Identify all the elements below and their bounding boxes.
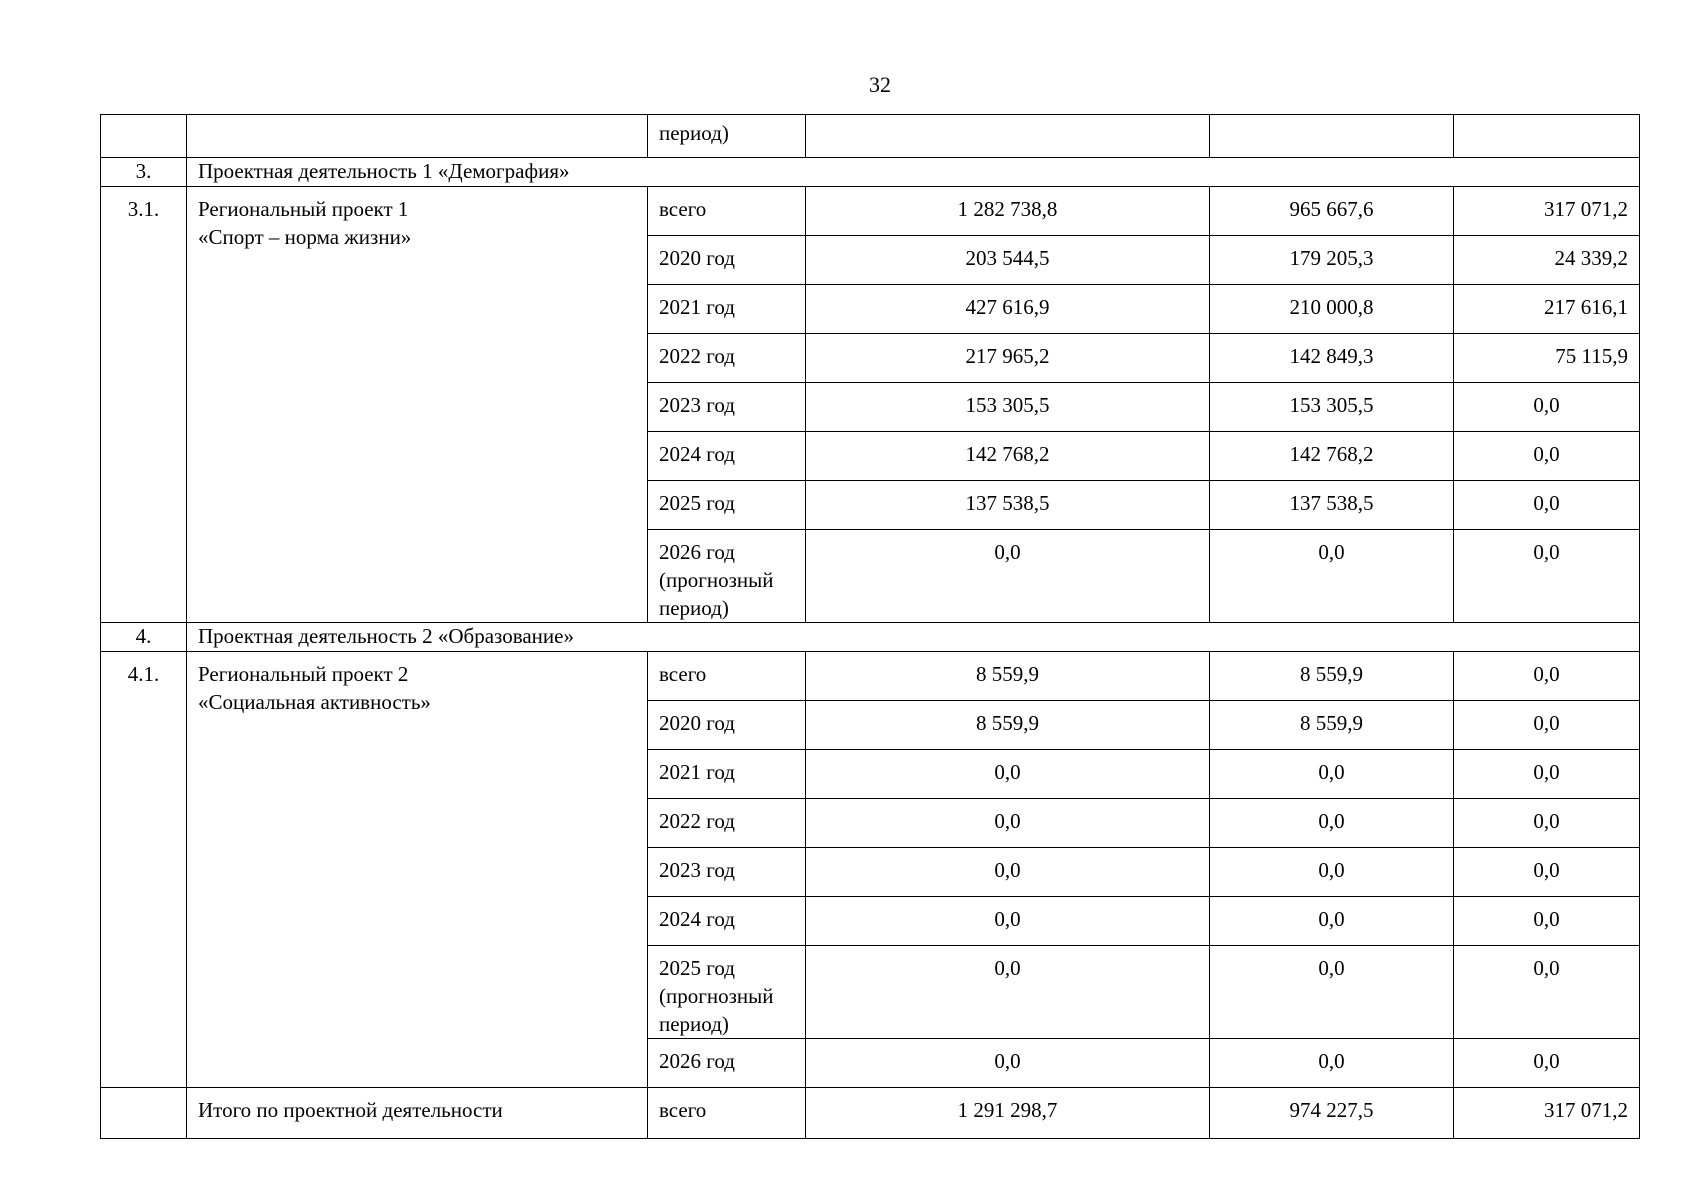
value-cell: 0,0 — [1454, 750, 1640, 799]
project-name — [187, 652, 648, 1088]
value-cell: 0,0 — [1210, 848, 1454, 897]
project-name — [187, 187, 648, 623]
section-title: Проектная деятельность 2 «Образование» — [187, 623, 1640, 652]
period-line: (прогнозный — [659, 568, 774, 592]
value-cell: 217 616,1 — [1454, 285, 1640, 334]
value-cell — [1454, 115, 1640, 158]
value-cell: 8 559,9 — [806, 701, 1210, 750]
period-cell: 2021 год — [648, 750, 806, 799]
table-cell — [101, 1088, 187, 1139]
period-line: 2025 год — [659, 956, 735, 980]
value-cell: 217 965,2 — [806, 334, 1210, 383]
period-line: период) — [659, 1012, 729, 1036]
value-cell: 8 559,9 — [1210, 652, 1454, 701]
table-cell — [101, 115, 187, 158]
value-cell: 8 559,9 — [1210, 701, 1454, 750]
value-cell: 0,0 — [806, 530, 1210, 623]
value-cell: 137 538,5 — [1210, 481, 1454, 530]
value-cell: 427 616,9 — [806, 285, 1210, 334]
period-cell: 2024 год — [648, 897, 806, 946]
value-cell: 965 667,6 — [1210, 187, 1454, 236]
value-cell: 0,0 — [1454, 701, 1640, 750]
period-cell: 2025 год — [648, 481, 806, 530]
value-cell: 8 559,9 — [806, 652, 1210, 701]
period-line: (прогнозный — [659, 984, 774, 1008]
table-cell — [187, 115, 648, 158]
value-cell: 1 282 738,8 — [806, 187, 1210, 236]
budget-table — [100, 114, 1640, 1139]
value-cell: 0,0 — [806, 946, 1210, 1039]
value-cell: 153 305,5 — [806, 383, 1210, 432]
value-cell: 0,0 — [1454, 481, 1640, 530]
total-row — [101, 1088, 1640, 1139]
section-title: Проектная деятельность 1 «Демография» — [187, 158, 1640, 187]
value-cell: 0,0 — [1454, 897, 1640, 946]
value-cell: 0,0 — [1210, 799, 1454, 848]
value-cell: 0,0 — [1454, 1039, 1640, 1088]
project-name-line: «Спорт – норма жизни» — [198, 225, 412, 249]
period-cell: 2022 год — [648, 799, 806, 848]
value-cell: 0,0 — [806, 848, 1210, 897]
period-cell — [648, 530, 806, 623]
period-cell: 2020 год — [648, 701, 806, 750]
period-cell: 2022 год — [648, 334, 806, 383]
value-cell: 1 291 298,7 — [806, 1088, 1210, 1139]
table-row — [101, 652, 1640, 701]
period-line: период) — [659, 596, 729, 620]
value-cell: 179 205,3 — [1210, 236, 1454, 285]
value-cell: 0,0 — [1454, 530, 1640, 623]
value-cell: 0,0 — [806, 897, 1210, 946]
value-cell: 0,0 — [806, 750, 1210, 799]
project-number: 4.1. — [101, 652, 187, 1088]
project-name-line: Региональный проект 1 — [198, 197, 409, 221]
period-cell: 2024 год — [648, 432, 806, 481]
value-cell: 317 071,2 — [1454, 1088, 1640, 1139]
value-cell — [1210, 115, 1454, 158]
value-cell: 0,0 — [1210, 530, 1454, 623]
value-cell: 0,0 — [1210, 750, 1454, 799]
value-cell: 210 000,8 — [1210, 285, 1454, 334]
value-cell: 0,0 — [1210, 897, 1454, 946]
value-cell: 75 115,9 — [1454, 334, 1640, 383]
section-number: 4. — [101, 623, 187, 652]
section-row — [101, 623, 1640, 652]
project-name-line: «Социальная активность» — [198, 690, 431, 714]
period-cell: 2023 год — [648, 383, 806, 432]
section-number: 3. — [101, 158, 187, 187]
value-cell: 0,0 — [1454, 848, 1640, 897]
period-cell: 2023 год — [648, 848, 806, 897]
value-cell: 0,0 — [1454, 432, 1640, 481]
table-row — [101, 187, 1640, 236]
value-cell: 0,0 — [806, 799, 1210, 848]
value-cell: 0,0 — [1454, 652, 1640, 701]
page-number: 32 — [869, 72, 891, 97]
value-cell: 0,0 — [1210, 946, 1454, 1039]
value-cell: 0,0 — [806, 1039, 1210, 1088]
total-label: Итого по проектной деятельности — [187, 1088, 648, 1139]
value-cell: 0,0 — [1454, 946, 1640, 1039]
period-cell: 2020 год — [648, 236, 806, 285]
value-cell: 974 227,5 — [1210, 1088, 1454, 1139]
section-row — [101, 158, 1640, 187]
period-cell: всего — [648, 187, 806, 236]
value-cell — [806, 115, 1210, 158]
project-number: 3.1. — [101, 187, 187, 623]
value-cell: 142 849,3 — [1210, 334, 1454, 383]
table-row — [101, 115, 1640, 158]
period-cell — [648, 946, 806, 1039]
value-cell: 0,0 — [1454, 383, 1640, 432]
value-cell: 24 339,2 — [1454, 236, 1640, 285]
project-name-line: Региональный проект 2 — [198, 662, 409, 686]
value-cell: 142 768,2 — [1210, 432, 1454, 481]
period-line: 2026 год — [659, 540, 735, 564]
value-cell: 137 538,5 — [806, 481, 1210, 530]
value-cell: 203 544,5 — [806, 236, 1210, 285]
period-cell: 2026 год — [648, 1039, 806, 1088]
value-cell: 153 305,5 — [1210, 383, 1454, 432]
value-cell: 0,0 — [1210, 1039, 1454, 1088]
period-cell: всего — [648, 1088, 806, 1139]
value-cell: 0,0 — [1454, 799, 1640, 848]
period-cell: 2021 год — [648, 285, 806, 334]
value-cell: 142 768,2 — [806, 432, 1210, 481]
value-cell: 317 071,2 — [1454, 187, 1640, 236]
period-cell: всего — [648, 652, 806, 701]
period-cell: период) — [648, 115, 806, 158]
